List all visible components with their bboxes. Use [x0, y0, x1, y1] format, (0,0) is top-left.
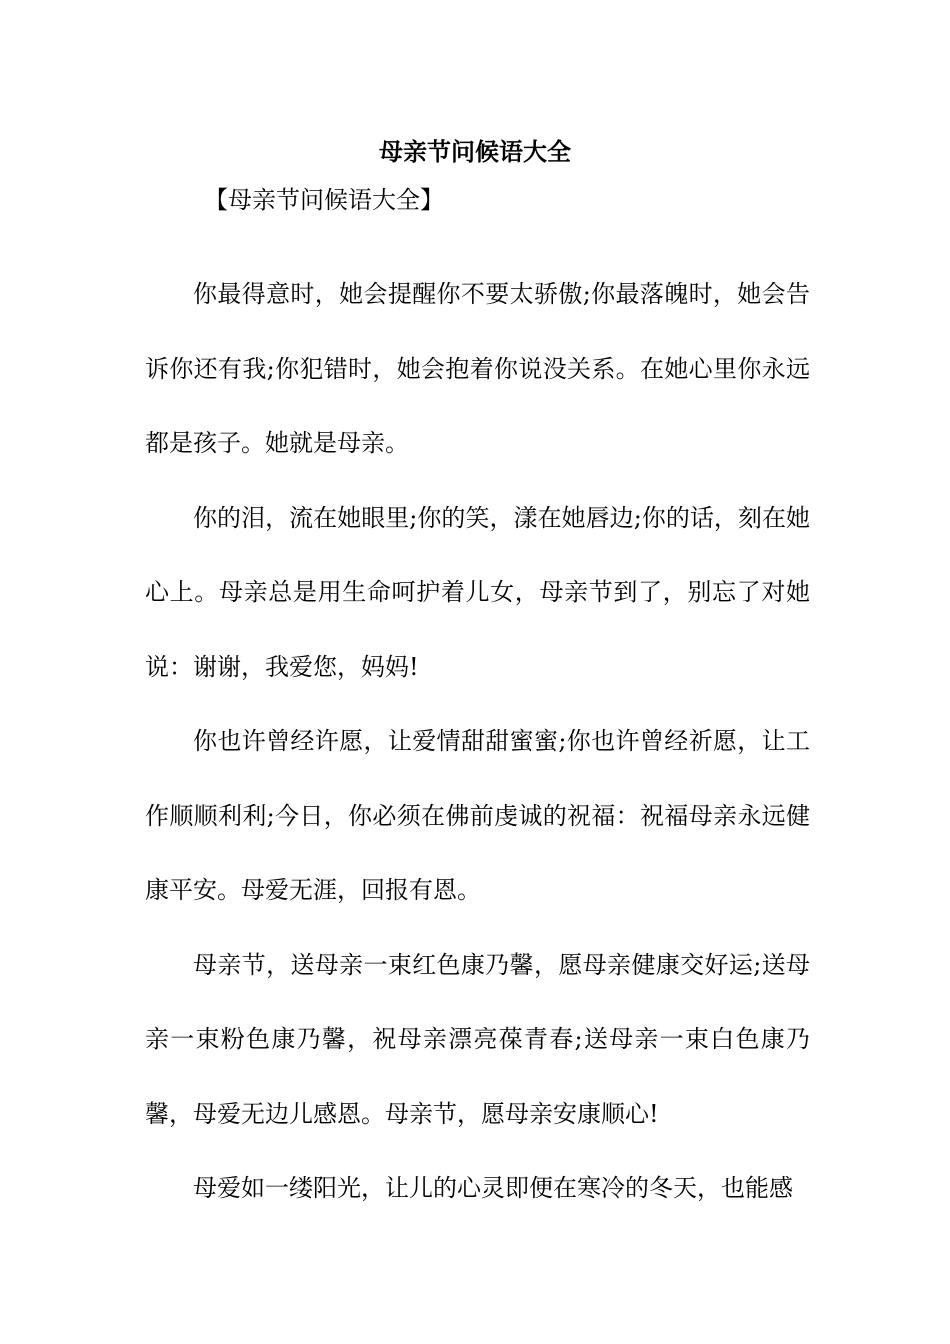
paragraph-2: 你的泪，流在她眼里;你的笑，漾在她唇边;你的话，刻在她心上。母亲总是用生命呵护着儿女，母亲节到了，别忘了对她说：谢谢，我爱您，妈妈!: [145, 503, 810, 681]
document-body: [145, 257, 810, 1226]
document-title: 母亲节问候语大全: [379, 137, 571, 166]
paragraph-3: 你也许曾经许愿，让爱情甜甜蜜蜜;你也许曾经祈愿，让工作顺顺利利;今日，你必须在佛前虔诚的祝福：祝福母亲永远健康平安。母爱无涯，回报有恩。: [145, 727, 810, 904]
paragraph-5: 母爱如一缕阳光，让儿的心灵即便在寒冷的冬天，也能感: [193, 1174, 793, 1202]
paragraph-1: 你最得意时，她会提醒你不要太骄傲;你最落魄时，她会告诉你还有我;你犯错时，她会抱着你说没关系。在她心里你永远都是孩子。她就是母亲。: [145, 280, 810, 457]
document-subtitle: 【母亲节问候语大全】: [204, 186, 444, 214]
paragraph-4: 母亲节，送母亲一束红色康乃馨，愿母亲健康交好运;送母亲一束粉色康乃馨，祝母亲漂亮葆青春;送母亲一束白色康乃馨，母爱无边儿感恩。母亲节，愿母亲安康顺心!: [145, 950, 810, 1128]
